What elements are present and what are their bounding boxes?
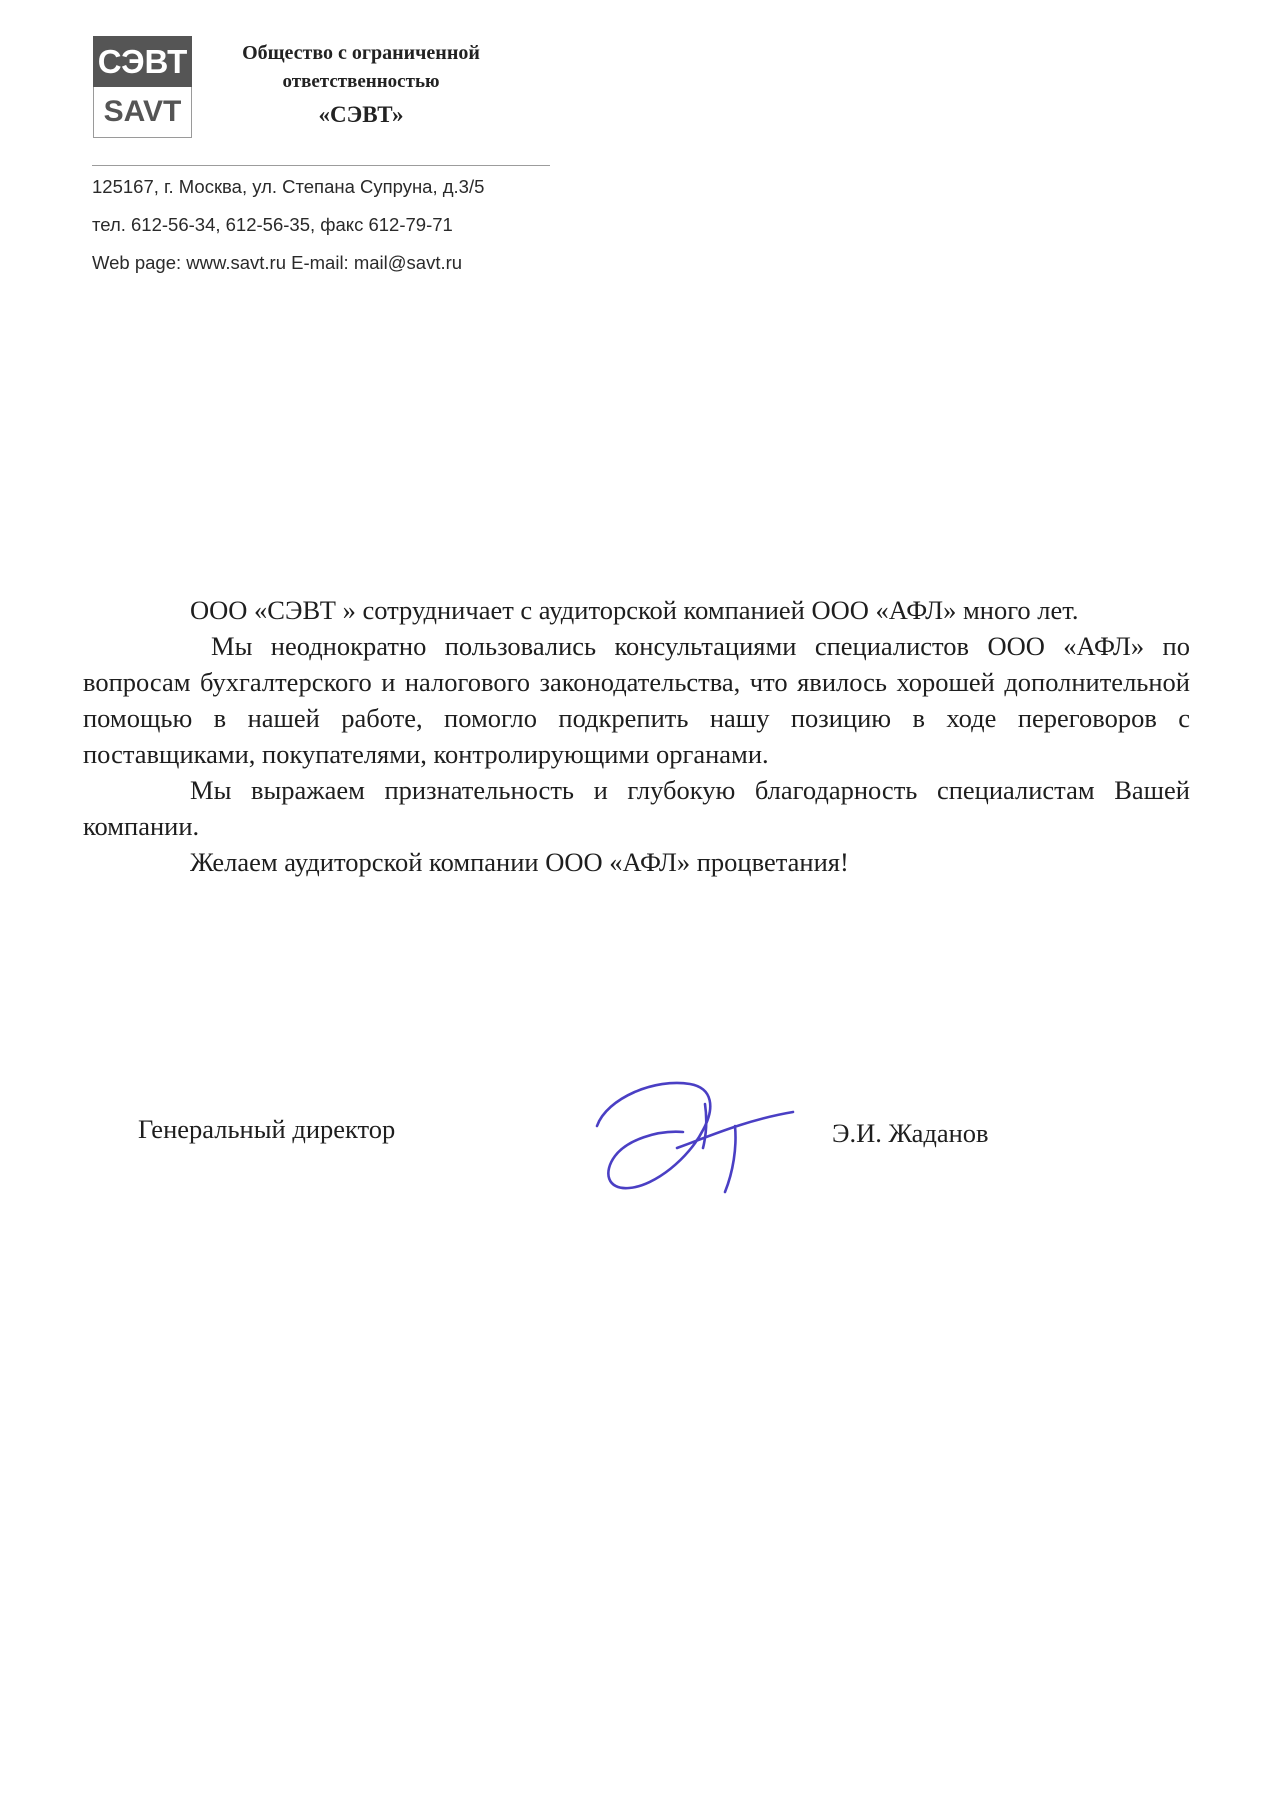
letter-body	[83, 592, 1190, 880]
company-web-email: Web page: www.savt.ru E-mail: mail@savt.ru	[92, 252, 463, 273]
company-address: 125167, г. Москва, ул. Степана Супруна, д.3/5	[92, 176, 485, 197]
handwritten-signature	[585, 1068, 800, 1198]
company-name-line-1: Общество с ограниченной	[242, 42, 480, 64]
letter-paragraph: Желаем аудиторской компании ООО «АФЛ» процветания!	[190, 847, 849, 877]
letterhead-divider	[92, 165, 550, 166]
contact-block	[92, 168, 484, 282]
company-name-block	[206, 38, 516, 132]
signatory-title: Генеральный директор	[138, 1114, 396, 1144]
company-name-line-2: ответственностью	[282, 71, 440, 92]
company-phones: тел. 612-56-34, 612-56-35, факс 612-79-71	[92, 214, 453, 235]
logo-latin-text: SAVT	[93, 87, 192, 138]
company-logo	[93, 36, 192, 139]
letter-paragraph: Мы неоднократно пользовались консультациями специалистов ООО «АФЛ» по вопросам бухгалтерского и налогового законодательства, что явилось хорошей дополнительной помощью в нашей работе, помогло подкрепить нашу позицию в ходе переговоров с поставщиками, покупателями, контролирующими органами.	[83, 631, 1190, 769]
letter-paragraph: Мы выражаем признательность и глубокую благодарность специалистам Вашей компании.	[83, 775, 1190, 841]
logo-cyrillic-text: СЭВТ	[93, 36, 192, 87]
signatory-name: Э.И. Жаданов	[832, 1118, 989, 1148]
company-name-line-3: «СЭВТ»	[318, 102, 404, 127]
letter-paragraph: ООО «СЭВТ » сотрудничает с аудиторской компанией ООО «АФЛ» много лет.	[190, 595, 1079, 625]
